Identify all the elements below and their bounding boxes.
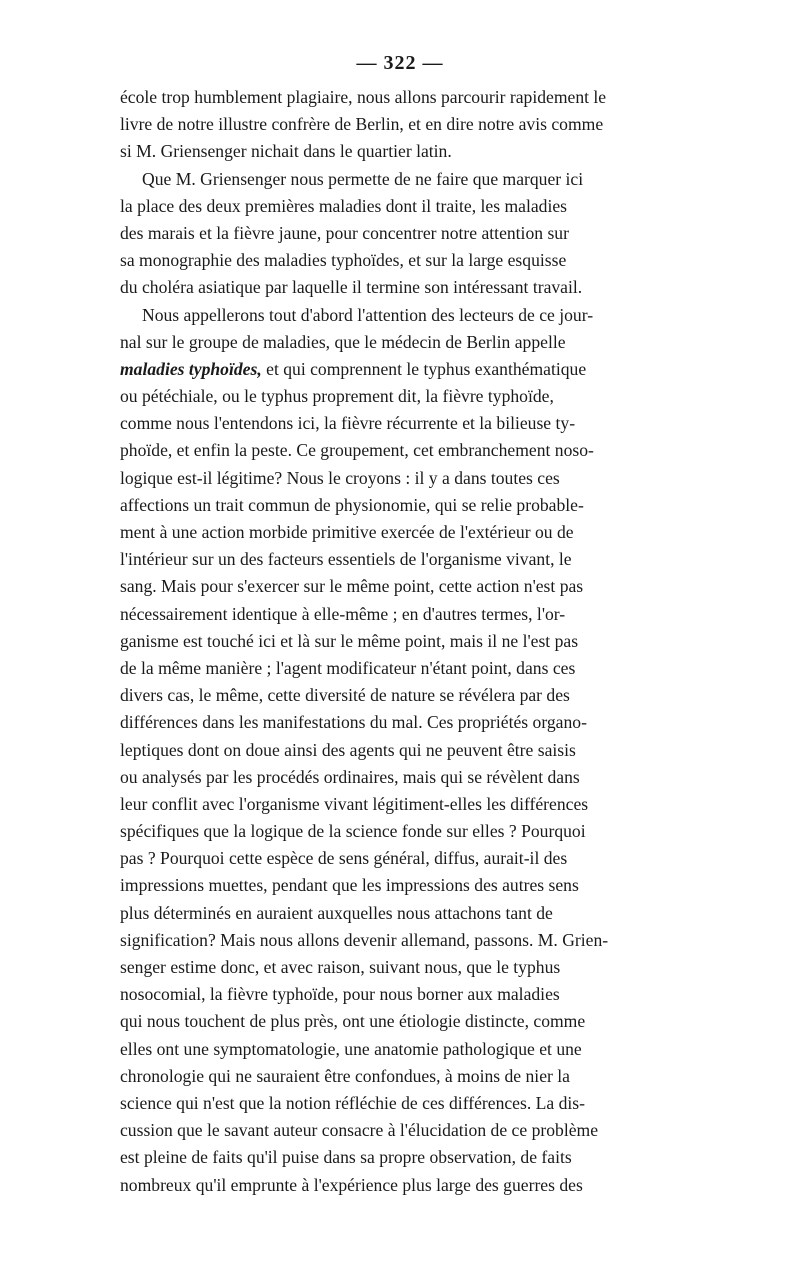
text-line: science qui n'est que la notion réfléchie de ces différences. La dis- <box>120 1092 585 1113</box>
text-line: sang. Mais pour s'exercer sur le même point, cette action n'est pas <box>120 576 584 597</box>
text-line: ou pétéchiale, ou le typhus proprement dit, la fièvre typhoïde, <box>120 386 554 407</box>
text-line: chronologie qui ne sauraient être confondues, à moins de nier la <box>120 1065 570 1086</box>
text-line: impressions muettes, pendant que les impressions des autres sens <box>120 875 579 896</box>
text-line: école trop humblement plagiaire, nous allons parcourir rapidement le <box>120 87 607 107</box>
text-line: comme nous l'entendons ici, la fièvre récurrente et la bilieuse ty- <box>120 413 576 434</box>
text-line: divers cas, le même, cette diversité de nature se révélera par des <box>120 685 570 706</box>
text-line: elles ont une symptomatologie, une anatomie pathologique et une <box>120 1038 582 1059</box>
text-line: livre de notre illustre confrère de Berlin, et en dire notre avis comme <box>120 114 604 135</box>
text-line: sa monographie des maladies typhoïdes, et sur la large esquisse <box>120 250 567 271</box>
text-line: nal sur le groupe de maladies, que le médecin de Berlin appelle <box>120 331 566 352</box>
text-line: nécessairement identique à elle-même ; en d'autres termes, l'or- <box>120 603 566 624</box>
text-line: du choléra asiatique par laquelle il termine son intéressant travail. <box>120 277 583 298</box>
text-line: qui nous touchent de plus près, ont une étiologie distincte, comme <box>120 1011 586 1032</box>
text-line: leptiques dont on doue ainsi des agents qui ne peuvent être saisis <box>120 739 576 760</box>
text-line: nosocomial, la fièvre typhoïde, pour nous borner aux maladies <box>120 984 560 1005</box>
text-line: logique est-il légitime? Nous le croyons : il y a dans toutes ces <box>120 467 560 488</box>
text-line <box>120 356 680 383</box>
text-line: affections un trait commun de physionomie, qui se relie probable- <box>120 494 584 515</box>
text-line: l'intérieur sur un des facteurs essentiels de l'organisme vivant, le <box>120 549 572 570</box>
text-line: pas ? Pourquoi cette espèce de sens général, diffus, aurait-il des <box>120 848 568 869</box>
text-line: ganisme est touché ici et là sur le même point, mais il ne l'est pas <box>120 630 579 651</box>
text-line: si M. Griensenger nichait dans le quartier latin. <box>120 141 452 162</box>
text-line: signification? Mais nous allons devenir allemand, passons. M. Grien- <box>120 929 609 950</box>
text-line: senger estime donc, et avec raison, suivant nous, que le typhus <box>120 957 561 977</box>
text-line: leur conflit avec l'organisme vivant légitiment-elles les différences <box>120 793 589 814</box>
text-line: cussion que le savant auteur consacre à l'élucidation de ce problème <box>120 1120 599 1141</box>
italic-term: maladies typhoïdes, <box>120 358 262 379</box>
text-line: est pleine de faits qu'il puise dans sa propre observation, de faits <box>120 1147 572 1168</box>
text-line: Nous appellerons tout d'abord l'attention des lecteurs de ce jour- <box>142 304 594 325</box>
text-line: la place des deux premières maladies dont il traite, les maladies <box>120 195 568 216</box>
page-number: — 322 — <box>356 52 444 74</box>
body-text <box>120 84 680 1199</box>
text-line: nombreux qu'il emprunte à l'expérience plus large des guerres des <box>120 1174 583 1195</box>
text-line: Que M. Griensenger nous permette de ne faire que marquer ici <box>142 168 584 189</box>
text-line: différences dans les manifestations du mal. Ces propriétés organo- <box>120 712 587 733</box>
text-line: phoïde, et enfin la peste. Ce groupement, cet embranchement noso- <box>120 440 594 461</box>
text-line: des marais et la fièvre jaune, pour concentrer notre attention sur <box>120 222 569 243</box>
text-line: plus déterminés en auraient auxquelles nous attachons tant de <box>120 902 553 923</box>
text-segment: et qui comprennent le typhus exanthématique <box>261 358 587 379</box>
text-line: de la même manière ; l'agent modificateur n'étant point, dans ces <box>120 657 576 678</box>
text-line: ou analysés par les procédés ordinaires, mais qui se révèlent dans <box>120 766 580 787</box>
text-line: ment à une action morbide primitive exercée de l'extérieur ou de <box>120 522 574 542</box>
text-line: spécifiques que la logique de la science fonde sur elles ? Pourquoi <box>120 821 586 842</box>
